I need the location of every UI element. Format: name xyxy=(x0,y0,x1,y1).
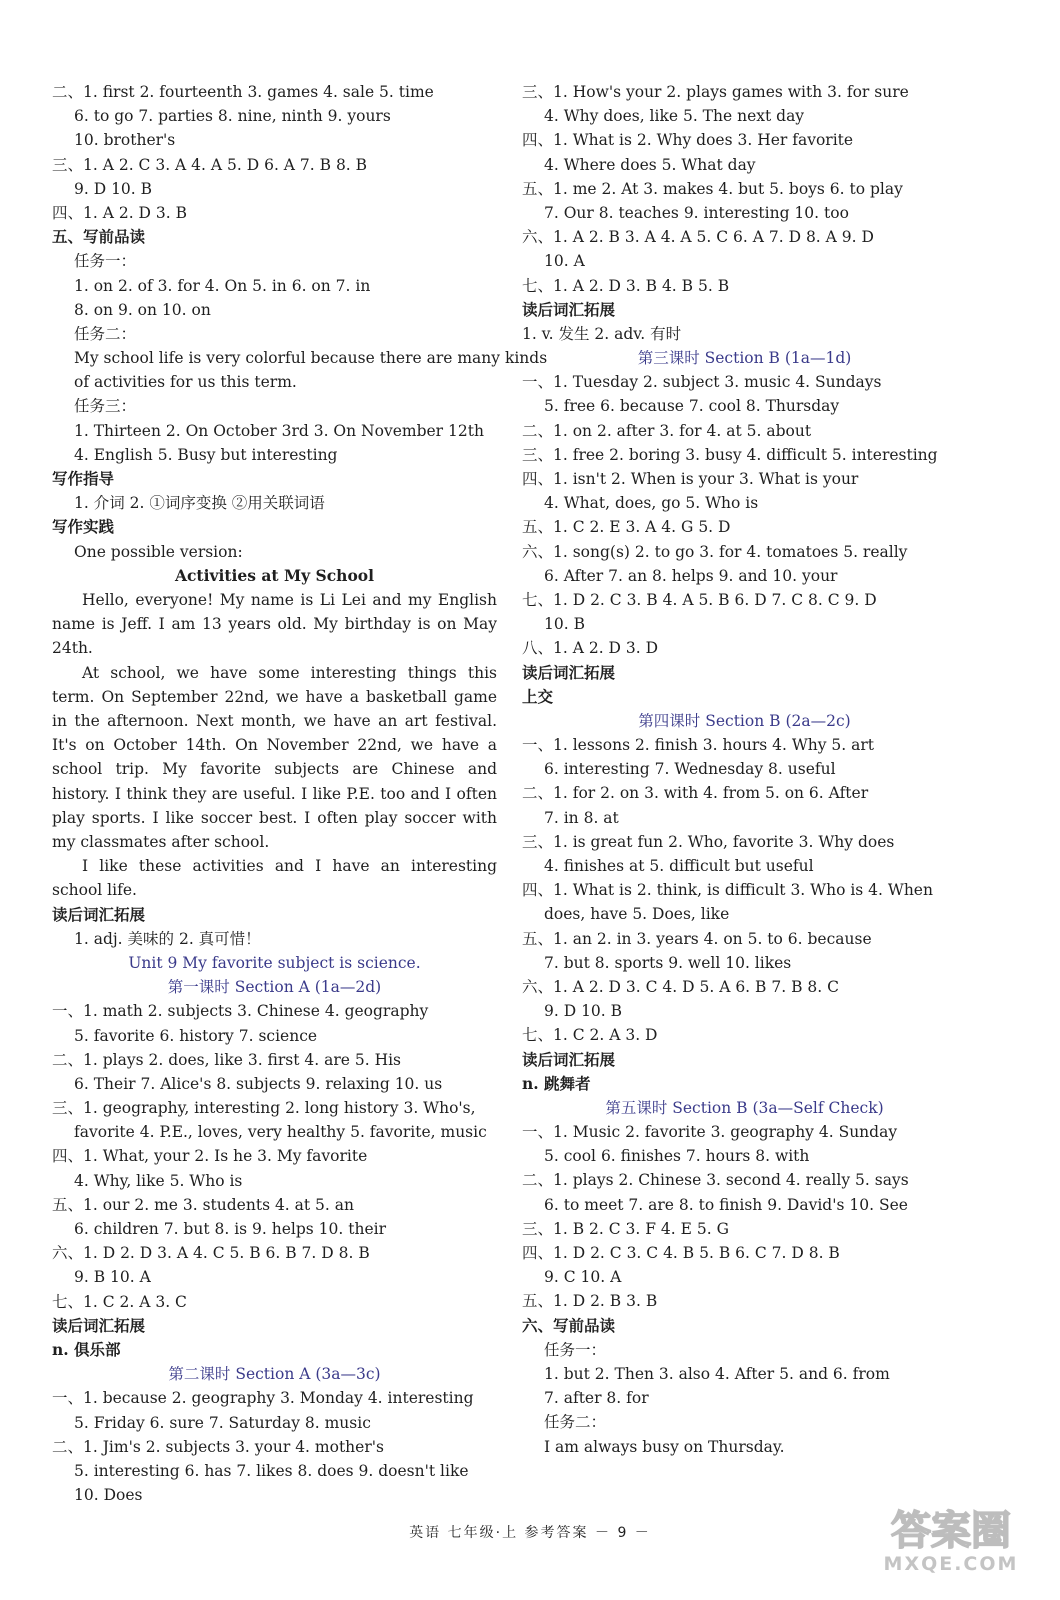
answer-line: 八、1. A 2. D 3. D xyxy=(522,639,659,658)
answer-line: 一、1. math 2. subjects 3. Chinese 4. geography xyxy=(52,1002,429,1021)
answer-line: 三、1. is great fun 2. Who, favorite 3. Why does xyxy=(522,832,895,851)
answer-line: 8. on 9. on 10. on xyxy=(74,300,211,319)
left-answers-bottom xyxy=(52,903,497,1508)
answer-line: 二、1. plays 2. Chinese 3. second 4. really 5. says xyxy=(522,1171,909,1190)
answer-line: 第三课时 Section B (1a—1d) xyxy=(637,349,852,368)
answer-line: 5. free 6. because 7. cool 8. Thursday xyxy=(544,397,840,416)
answer-line: 9. D 10. B xyxy=(74,179,153,198)
answer-line: 写作实践 xyxy=(52,517,115,537)
answer-line: favorite 4. P.E., loves, very healthy 5. favorite, music xyxy=(74,1123,487,1142)
answer-line: 9. C 10. A xyxy=(544,1268,622,1287)
answer-line: 四、1. isn't 2. When is your 3. What is your xyxy=(522,470,859,488)
answer-line: 1. adj. 美味的 2. 真可惜！ xyxy=(74,929,261,948)
answer-line: 三、1. How's your 2. plays games with 3. for sure xyxy=(522,83,909,101)
answer-line: 七、1. C 2. A 3. D xyxy=(522,1026,658,1045)
answer-line: 写作指导 xyxy=(52,469,115,488)
answer-line: 五、1. me 2. At 3. makes 4. but 5. boys 6. to play xyxy=(522,179,903,198)
answer-line: 1. Thirteen 2. On October 3rd 3. On November 12th xyxy=(74,421,484,440)
answer-line: 五、1. D 2. B 3. B xyxy=(522,1292,658,1311)
essay-paragraph: At school, we have some interesting things this term. On September 22nd, we have a basketball game in the afternoon. Next month, we have an art festival. It's on October 14th. On November 22nd, we have a school trip. My favorite subjects are Chinese and history. I think they are useful. I like P.E. too and I often play sports. I like soccer best. I often play soccer with my classmates after school. xyxy=(52,663,497,851)
answer-line: 4. English 5. Busy but interesting xyxy=(74,445,338,464)
answer-line: 任务一： xyxy=(74,252,137,271)
answer-line: n. 俱乐部 xyxy=(52,1339,121,1359)
answer-line: 六、1. D 2. D 3. A 4. C 5. B 6. B 7. D 8. B xyxy=(52,1244,370,1263)
answer-line: 读后词汇拓展 xyxy=(522,1049,616,1069)
answer-line: 二、1. on 2. after 3. for 4. at 5. about xyxy=(522,421,812,440)
answer-line: 9. B 10. A xyxy=(74,1268,151,1287)
answer-line: 读后词汇拓展 xyxy=(52,1315,146,1335)
answer-line: 上交 xyxy=(522,686,554,706)
answer-line: 五、1. C 2. E 3. A 4. G 5. D xyxy=(522,518,731,537)
answer-line: 二、1. plays 2. does, like 3. first 4. are 5. His xyxy=(52,1050,402,1069)
answer-line: 四、1. A 2. D 3. B xyxy=(52,203,188,222)
answer-line: 6. interesting 7. Wednesday 8. useful xyxy=(544,760,836,779)
answer-line: 五、1. our 2. me 3. students 4. at 5. an xyxy=(52,1195,355,1214)
answer-line: of activities for us this term. xyxy=(74,373,297,392)
answer-line: 四、1. What is 2. Why does 3. Her favorite xyxy=(522,131,854,150)
answer-line: 一、1. because 2. geography 3. Monday 4. interesting xyxy=(52,1389,474,1408)
answer-line: 10. Does xyxy=(74,1486,143,1505)
answer-line: 六、1. song(s) 2. to go 3. for 4. tomatoes 5. really xyxy=(522,542,908,561)
answer-line: 一、1. Music 2. favorite 3. geography 4. Sunday xyxy=(522,1123,898,1142)
answer-line: 7. but 8. sports 9. well 10. likes xyxy=(544,953,792,972)
answer-line: 4. Where does 5. What day xyxy=(544,155,756,174)
answer-line: 任务二： xyxy=(544,1413,607,1432)
answer-line: 1. but 2. Then 3. also 4. After 5. and 6. from xyxy=(544,1364,890,1383)
answer-line: 6. to go 7. parties 8. nine, ninth 9. yours xyxy=(74,107,391,126)
answer-line: 1. on 2. of 3. for 4. On 5. in 6. on 7. in xyxy=(74,276,371,295)
answer-line: 二、1. for 2. on 3. with 4. from 5. on 6. After xyxy=(522,784,869,803)
answer-line: 第一课时 Section A (1a—2d) xyxy=(167,978,382,997)
answer-line: 一、1. lessons 2. finish 3. hours 4. Why 5. art xyxy=(522,736,875,755)
page-footer: 英语 七年级·上 参考答案 － 9 － xyxy=(409,1525,651,1541)
essay-paragraph: Hello, everyone! My name is Li Lei and my English name is Jeff. I am 13 years old. My birthday is on May 24th. xyxy=(52,590,497,658)
answer-line: 七、1. D 2. C 3. B 4. A 5. B 6. D 7. C 8. C 9. D xyxy=(522,590,877,609)
answer-line: 5. cool 6. finishes 7. hours 8. with xyxy=(544,1147,810,1166)
answer-line: 4. finishes at 5. difficult but useful xyxy=(544,857,814,875)
right-answers xyxy=(522,80,967,1459)
answer-line: 七、1. C 2. A 3. C xyxy=(52,1292,187,1311)
answer-line: 六、1. A 2. B 3. A 4. A 5. C 6. A 7. D 8. A 9. D xyxy=(522,228,874,247)
answer-line: 五、写前品读 xyxy=(52,227,146,247)
answer-line: 10. A xyxy=(544,252,585,271)
answer-line: 四、1. What is 2. think, is difficult 3. Who is 4. When xyxy=(522,881,933,900)
answer-line: 10. brother's xyxy=(74,131,176,150)
answer-line: I am always busy on Thursday. xyxy=(544,1437,785,1456)
sample-essay xyxy=(52,588,497,903)
answer-line: Unit 9 My favorite subject is science. xyxy=(128,953,421,972)
answer-line: 4. Why, like 5. Who is xyxy=(74,1171,243,1190)
answer-line: My school life is very colorful because there are many kinds xyxy=(74,349,548,368)
answer-line: 10. B xyxy=(544,615,585,634)
answer-line: 任务一： xyxy=(544,1340,607,1359)
answer-line: 4. What, does, go 5. Who is xyxy=(544,494,759,513)
answer-line: 三、1. free 2. boring 3. busy 4. difficult 5. interesting xyxy=(522,445,938,464)
answer-line: 1. 介词 2. ①词序变换 ②用关联词语 xyxy=(74,494,325,513)
answer-line: n. 跳舞者 xyxy=(522,1073,591,1093)
answer-line: 读后词汇拓展 xyxy=(522,662,616,682)
answer-line: 5. Friday 6. sure 7. Saturday 8. music xyxy=(74,1413,371,1432)
answer-line: 读后词汇拓展 xyxy=(522,299,616,319)
answer-line: 二、1. first 2. fourteenth 3. games 4. sale 5. time xyxy=(52,83,434,101)
answer-line: 三、1. geography, interesting 2. long history 3. Who's, xyxy=(52,1099,476,1118)
answer-line: One possible version: xyxy=(74,542,243,561)
essay-paragraph: I like these activities and I have an interesting school life. xyxy=(52,857,497,900)
answer-line: 6. Their 7. Alice's 8. subjects 9. relaxing 10. us xyxy=(74,1074,443,1093)
answer-line: 7. Our 8. teaches 9. interesting 10. too xyxy=(544,203,849,222)
answer-line: 二、1. Jim's 2. subjects 3. your 4. mother's xyxy=(52,1437,384,1456)
answer-line: 三、1. A 2. C 3. A 4. A 5. D 6. A 7. B 8. B xyxy=(52,155,368,174)
answer-line: 第四课时 Section B (2a—2c) xyxy=(638,711,851,730)
answer-line: 一、1. Tuesday 2. subject 3. music 4. Sundays xyxy=(522,373,882,392)
answer-line: 6. to meet 7. are 8. to finish 9. David's 10. See xyxy=(544,1195,908,1214)
answer-line: Activities at My School xyxy=(174,565,375,585)
answer-line: 第五课时 Section B (3a—Self Check) xyxy=(605,1098,884,1117)
answer-line: 5. favorite 6. history 7. science xyxy=(74,1026,318,1045)
answer-line: 三、1. B 2. C 3. F 4. E 5. G xyxy=(522,1219,729,1238)
answer-line: 6. After 7. an 8. helps 9. and 10. your xyxy=(544,566,838,585)
answer-line: 四、1. D 2. C 3. C 4. B 5. B 6. C 7. D 8. B xyxy=(522,1244,840,1262)
answer-line: 四、1. What, your 2. Is he 3. My favorite xyxy=(52,1147,368,1166)
answer-line: 任务三： xyxy=(74,397,137,416)
answer-line: 六、1. A 2. D 3. C 4. D 5. A 6. B 7. B 8. C xyxy=(522,977,839,996)
watermark-url-text: MXQE.COM xyxy=(883,1553,1019,1575)
answer-line: 6. children 7. but 8. is 9. helps 10. their xyxy=(74,1220,386,1239)
answer-line: 7. after 8. for xyxy=(544,1389,649,1408)
answer-line: 六、写前品读 xyxy=(522,1315,616,1335)
watermark-logo xyxy=(869,1500,1034,1576)
answer-line: 7. in 8. at xyxy=(544,808,619,827)
answer-line: 任务二： xyxy=(74,324,137,343)
left-answers-top xyxy=(52,80,548,588)
answer-line: 5. interesting 6. has 7. likes 8. does 9. doesn't like xyxy=(74,1461,469,1480)
answer-line: 读后词汇拓展 xyxy=(52,904,146,924)
answer-line: 9. D 10. B xyxy=(544,1002,623,1021)
answer-line: 第二课时 Section A (3a—3c) xyxy=(168,1365,381,1384)
answer-line: 五、1. an 2. in 3. years 4. on 5. to 6. because xyxy=(522,929,872,948)
answer-line: does, have 5. Does, like xyxy=(544,905,730,924)
answer-line: 七、1. A 2. D 3. B 4. B 5. B xyxy=(522,276,730,295)
answer-line: 4. Why does, like 5. The next day xyxy=(544,107,805,126)
answer-line: 1. v. 发生 2. adv. 有时 xyxy=(522,324,682,343)
right-column xyxy=(522,80,967,1459)
watermark-logo-text: 答案圈 xyxy=(891,1508,1011,1554)
